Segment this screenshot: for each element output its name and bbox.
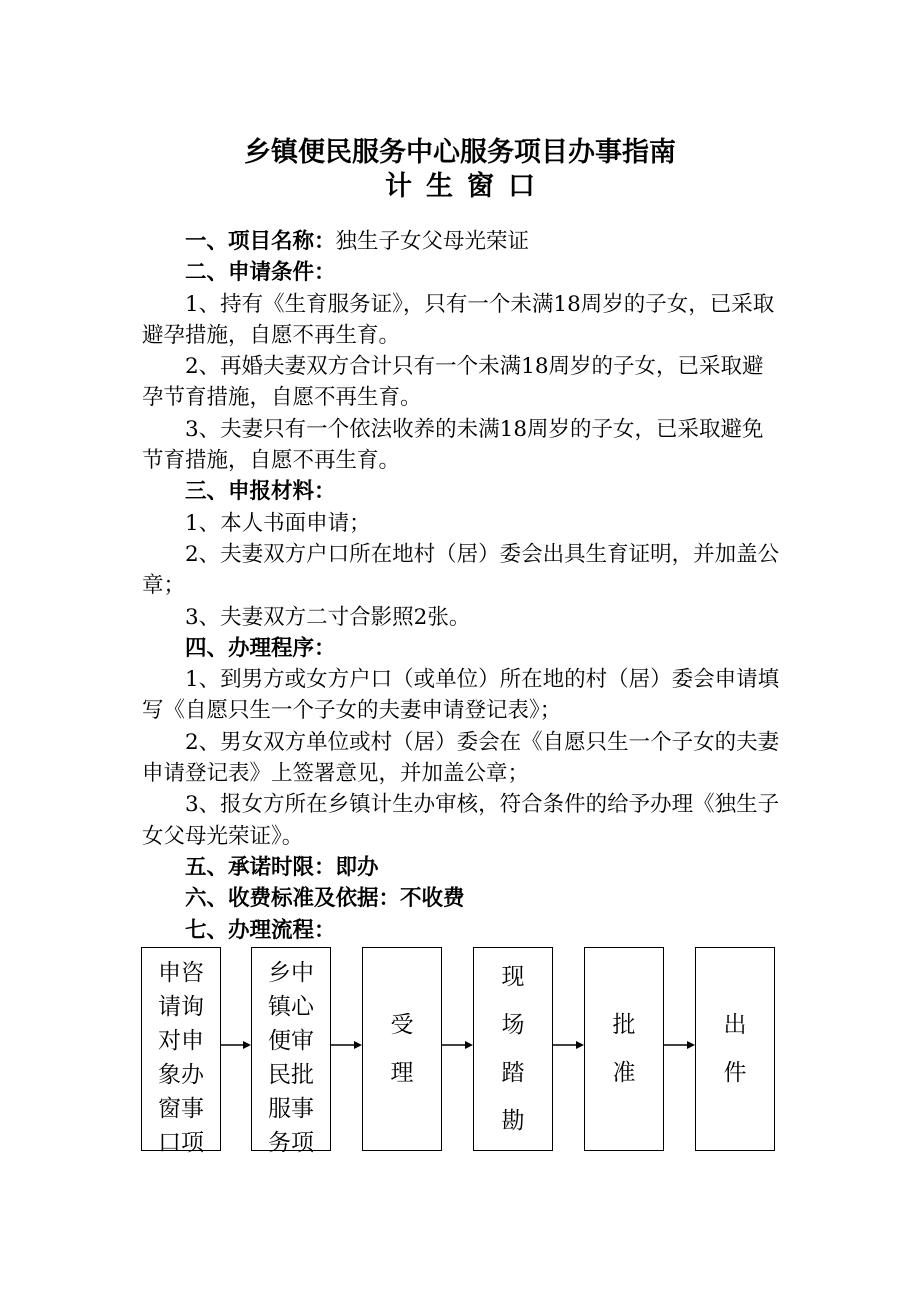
flow-char: 民 <box>268 1062 291 1088</box>
flow-char: 事 <box>291 1096 314 1122</box>
section-7-heading: 七、办理流程： <box>185 917 336 943</box>
flow-char: 询 <box>181 994 204 1020</box>
flow-box-6 <box>695 947 775 1151</box>
section-3-item: 2、夫妻双方户口所在地村（居）委会出具生育证明，并加盖公章； <box>142 541 780 599</box>
flow-char: 服 <box>268 1096 291 1122</box>
flow-char: 口 <box>158 1130 181 1156</box>
flow-box-2-col-2 <box>291 956 314 1160</box>
section-4-item: 2、男女双方单位或村（居）委会在《自愿只生一个子女的夫妻申请登记表》上签署意见，并加盖公章； <box>142 729 780 787</box>
section-5-heading: 五、承诺时限： <box>185 854 336 880</box>
flow-char: 申 <box>158 960 181 986</box>
section-6-value: 不收费 <box>400 886 465 912</box>
flow-box-1-col-2 <box>181 956 204 1160</box>
page-subtitle: 计生窗口 <box>385 171 549 202</box>
flow-char: 咨 <box>181 960 204 986</box>
section-2-item: 2、再婚夫妻双方合计只有一个未满18周岁的子女，已采取避孕节育措施，自愿不再生育。 <box>142 354 764 411</box>
section-6-heading: 六、收费标准及依据： <box>185 886 401 912</box>
flow-char: 理 <box>390 1060 414 1086</box>
page-title: 乡镇便民服务中心服务项目办事指南 <box>244 137 676 168</box>
flow-char: 便 <box>268 1028 291 1054</box>
flow-char: 批 <box>612 1012 636 1038</box>
flow-box-4 <box>473 947 553 1151</box>
flow-char: 勘 <box>501 1108 525 1134</box>
section-2-item: 3、夫妻只有一个依法收养的未满18周岁的子女，已采取避免节育措施，自愿不再生育。 <box>142 416 764 474</box>
flow-char: 事 <box>181 1096 204 1122</box>
flow-char: 审 <box>291 1028 314 1054</box>
flow-char: 窗 <box>158 1096 181 1122</box>
section-5-value: 即办 <box>335 854 379 880</box>
flow-char: 镇 <box>268 994 291 1020</box>
flow-char: 办 <box>181 1062 204 1088</box>
flow-box-3 <box>362 947 442 1151</box>
flow-box-5 <box>584 947 664 1151</box>
flow-arrow-icon <box>331 1040 363 1050</box>
flow-char: 乡 <box>268 960 291 986</box>
flow-char: 中 <box>291 960 314 986</box>
flow-char: 批 <box>291 1062 314 1088</box>
flow-char: 受 <box>390 1012 414 1038</box>
flow-char: 场 <box>501 1012 525 1038</box>
flow-box-1-col-1 <box>158 956 181 1160</box>
flow-arrow-icon <box>442 1040 474 1050</box>
flow-char: 务 <box>268 1130 291 1156</box>
flow-char: 踏 <box>501 1060 525 1086</box>
section-4-item: 3、报女方所在乡镇计生办审核，符合条件的给予办理《独生子女父母光荣证》。 <box>142 792 780 849</box>
flow-char: 申 <box>181 1028 204 1054</box>
flow-box-1 <box>141 947 221 1156</box>
section-3-item: 1、本人书面申请； <box>185 510 371 536</box>
flow-char: 准 <box>612 1060 636 1086</box>
flow-char: 心 <box>291 994 314 1020</box>
flow-char: 项 <box>181 1130 204 1156</box>
section-1-value: 独生子女父母光荣证 <box>335 229 530 254</box>
flow-arrow-icon <box>221 1040 252 1050</box>
flow-char: 对 <box>158 1028 181 1054</box>
flow-char: 出 <box>723 1012 747 1038</box>
flow-char: 象 <box>158 1062 181 1088</box>
section-4-heading: 四、办理程序： <box>185 635 336 661</box>
flow-arrow-icon <box>664 1040 696 1050</box>
flow-char: 项 <box>291 1130 314 1156</box>
flow-char: 件 <box>723 1060 747 1086</box>
section-2-heading: 二、申请条件： <box>185 260 336 286</box>
flow-char: 请 <box>158 994 181 1020</box>
section-1-heading: 一、项目名称： <box>185 229 336 254</box>
flow-arrow-icon <box>553 1040 585 1050</box>
flow-box-2-col-1 <box>268 956 291 1160</box>
section-4-item: 1、到男方或女方户口（或单位）所在地的村（居）委会申请填写《自愿只生一个子女的夫妻申请登记表》； <box>142 667 780 724</box>
section-2-item: 1、持有《生育服务证》，只有一个未满18周岁的子女，已采取避孕措施，自愿不再生育。 <box>142 291 775 348</box>
section-3-heading: 三、申报材料： <box>185 479 336 505</box>
flow-box-2 <box>251 947 331 1156</box>
flow-char: 现 <box>501 964 525 990</box>
section-3-item: 3、夫妻双方二寸合影照2张。 <box>185 604 471 630</box>
